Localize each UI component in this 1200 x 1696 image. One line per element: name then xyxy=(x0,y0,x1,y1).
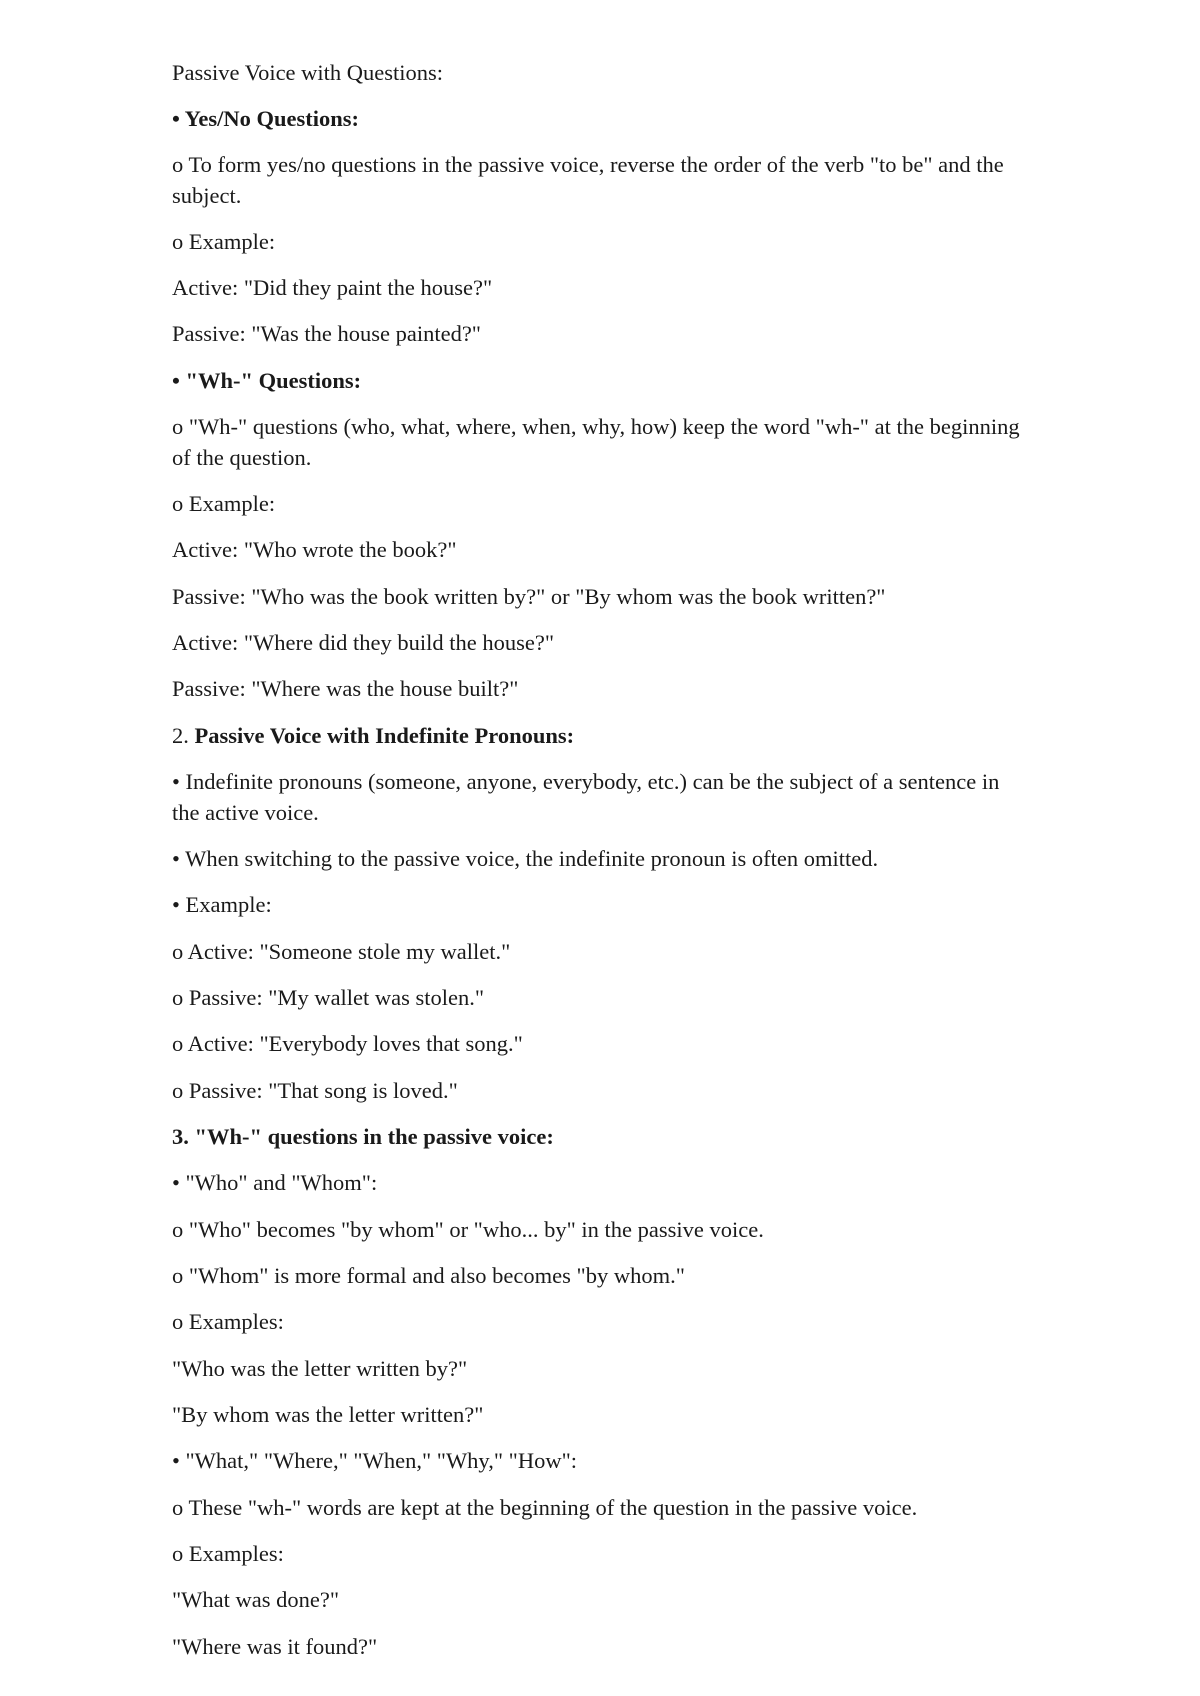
example-letter-whom: "By whom was the letter written?" xyxy=(172,1402,484,1427)
indefinite-point-2: • When switching to the passive voice, the indefinite pronoun is often omitted. xyxy=(172,846,879,871)
other-wh-words-bullet: • "What," "Where," "When," "Why," "How": xyxy=(172,1448,578,1473)
wh-example-label: o Example: xyxy=(172,491,276,516)
indefinite-heading xyxy=(172,720,574,751)
indefinite-passive-example-2: o Passive: "That song is loved." xyxy=(172,1078,458,1103)
whom-rule: o "Whom" is more formal and also becomes "by whom." xyxy=(172,1263,685,1288)
indefinite-point-1: • Indefinite pronouns (someone, anyone, everybody, etc.) can be the subject of a sentence in the active voice. xyxy=(172,769,1000,825)
page-title: Passive Voice with Questions: xyxy=(172,60,444,85)
indefinite-active-example-1: o Active: "Someone stole my wallet." xyxy=(172,939,511,964)
indefinite-passive-example-1: o Passive: "My wallet was stolen." xyxy=(172,985,485,1010)
indefinite-example-label: • Example: xyxy=(172,892,272,917)
wh-passive-example-2: Passive: "Where was the house built?" xyxy=(172,676,519,701)
wh-passive-heading: 3. "Wh-" questions in the passive voice: xyxy=(172,1124,554,1149)
indefinite-heading-number: 2. xyxy=(172,723,195,748)
wh-rule: o "Wh-" questions (who, what, where, when, why, how) keep the word "wh-" at the beginning of the question. xyxy=(172,414,1020,470)
example-what: "What was done?" xyxy=(172,1587,340,1612)
yesno-example-label: o Example: xyxy=(172,229,276,254)
wh-active-example-1: Active: "Who wrote the book?" xyxy=(172,537,457,562)
wh-passive-example-1: Passive: "Who was the book written by?" or "By whom was the book written?" xyxy=(172,584,886,609)
who-rule: o "Who" becomes "by whom" or "who... by" in the passive voice. xyxy=(172,1217,764,1242)
example-letter-who: "Who was the letter written by?" xyxy=(172,1356,468,1381)
yesno-passive-example: Passive: "Was the house painted?" xyxy=(172,321,481,346)
yesno-active-example: Active: "Did they paint the house?" xyxy=(172,275,493,300)
yesno-rule: o To form yes/no questions in the passive voice, reverse the order of the verb "to be" and the subject. xyxy=(172,152,1004,208)
indefinite-active-example-2: o Active: "Everybody loves that song." xyxy=(172,1031,523,1056)
indefinite-heading-text: Passive Voice with Indefinite Pronouns: xyxy=(194,723,575,748)
other-wh-words-rule: o These "wh-" words are kept at the beginning of the question in the passive voice. xyxy=(172,1495,918,1520)
examples-label-2: o Examples: xyxy=(172,1541,284,1566)
yesno-heading: • Yes/No Questions: xyxy=(172,106,360,131)
who-whom-bullet: • "Who" and "Whom": xyxy=(172,1170,378,1195)
wh-active-example-2: Active: "Where did they build the house?" xyxy=(172,630,555,655)
examples-label-1: o Examples: xyxy=(172,1309,284,1334)
wh-heading: • "Wh-" Questions: xyxy=(172,368,362,393)
example-where: "Where was it found?" xyxy=(172,1634,378,1659)
